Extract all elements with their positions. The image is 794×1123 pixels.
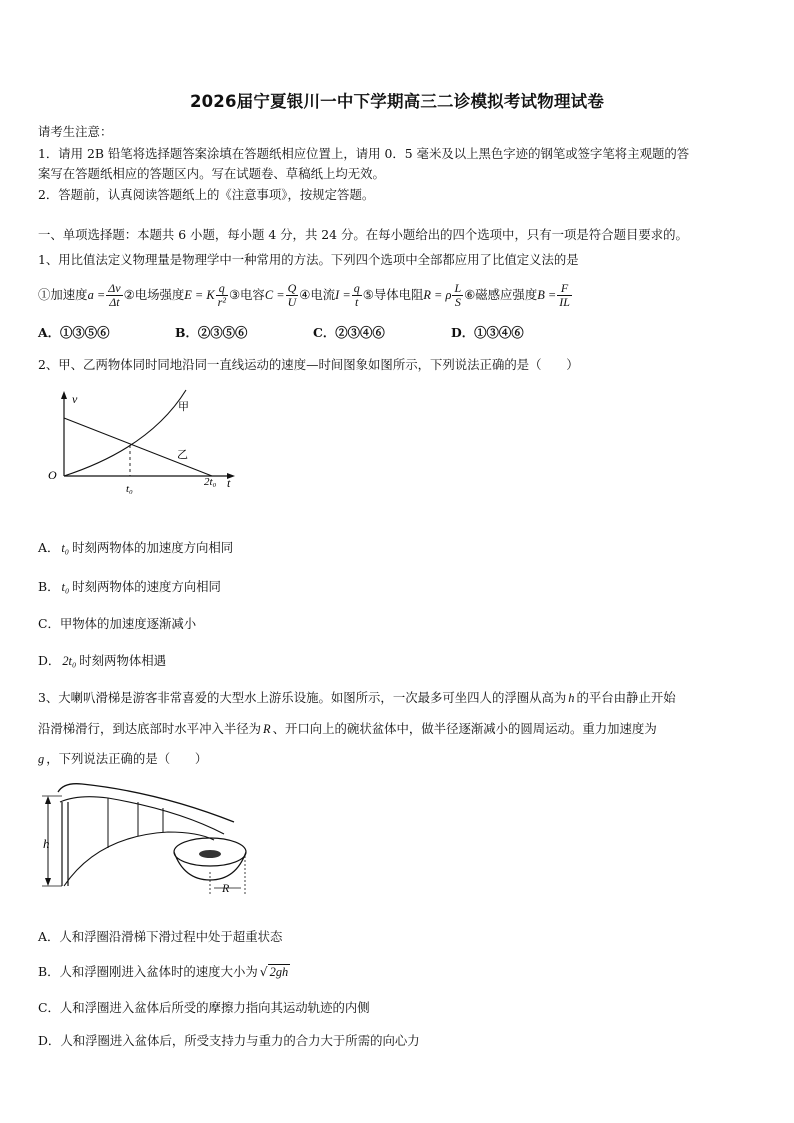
q3-line-1-text-b: 的平台由静止开始 <box>576 690 676 705</box>
notice-item-2: 2．答题前，认真阅读答题纸上的《注意事项》，按规定答题。 <box>38 187 375 202</box>
formula-3-label: ③电容 <box>228 287 265 302</box>
formula-1-numerator: Δv <box>108 281 121 295</box>
question-1-option-c: C．②③④⑥ <box>313 325 385 340</box>
formula-2-lhs: E = K <box>184 288 215 302</box>
question-2-stem: 2、甲、乙两物体同时同地沿同一直线运动的速度—时间图象如图所示，下列说法正确的是（ ） <box>38 357 579 372</box>
option-a-prefix: A． <box>38 540 60 555</box>
sqrt-symbol: √ <box>259 964 268 979</box>
q3-option-b-text: B．人和浮圈刚进入盆体时的速度大小为 <box>38 964 258 979</box>
formula-5-label: ⑤导体电阻 <box>362 287 424 302</box>
option-a-variable: t₀ <box>61 541 70 555</box>
option-b-text: 时刻两物体的速度方向相同 <box>72 579 221 594</box>
notice-heading: 请考生注意： <box>38 124 113 139</box>
formula-5-numerator: L <box>454 281 462 295</box>
formula-4-lhs: I = <box>335 288 351 302</box>
slide-rail <box>60 797 224 834</box>
question-2-option-d <box>38 651 166 669</box>
q3-line-1-text-a: 3、大喇叭滑梯是游客非常喜爱的大型水上游乐设施。如图所示，一次最多可坐四人的浮圈从高为 <box>38 690 567 705</box>
question-3-option-b <box>38 962 290 980</box>
option-d-text: 时刻两物体相遇 <box>79 653 167 668</box>
formula-1-lhs: a = <box>87 288 106 302</box>
question-3-option-d: D．人和浮圈进入盆体后，所受支持力与重力的合力大于所需的向心力 <box>38 1033 420 1048</box>
question-3-option-c: C．人和浮圈进入盆体后所受的摩擦力指向其运动轨迹的内侧 <box>38 1000 370 1015</box>
graph-curve-jia <box>64 390 186 476</box>
formula-6-lhs: B = <box>537 288 557 302</box>
formula-6-numerator: F <box>557 282 572 296</box>
q3-R-symbol: R <box>263 722 271 736</box>
question-1-option-b: B．②③⑤⑥ <box>175 325 248 340</box>
q3-line-2-text-b: 、开口向上的碗状盆体中，做半径逐渐减小的圆周运动。重力加速度为 <box>272 721 657 736</box>
question-1-option-a: A．①③⑤⑥ <box>38 325 110 340</box>
formula-4-label: ④电流 <box>299 287 336 302</box>
bowl-center <box>199 850 221 858</box>
formula-3-denominator: U <box>287 295 297 309</box>
formula-2-fraction <box>216 282 228 309</box>
question-3-line-2 <box>38 719 657 737</box>
water-slide-figure <box>38 776 248 898</box>
q3-line-2-text-a: 沿滑梯滑行，到达底部时水平冲入半径为 <box>38 721 262 736</box>
formula-1-fraction <box>106 282 122 309</box>
formula-1-label: ①加速度 <box>38 287 88 302</box>
option-b-prefix: B． <box>38 579 60 594</box>
graph-yi-label: 乙 <box>177 449 188 461</box>
question-3-line-3 <box>38 749 207 767</box>
formula-4-fraction <box>352 282 362 309</box>
question-1-formulas <box>38 276 573 314</box>
option-d-prefix: D． <box>38 653 61 668</box>
notice-item-1-line-2: 案写在答题纸相应的答题区内。写在试题卷、草稿纸上均无效。 <box>38 166 385 181</box>
question-1-stem: 1、用比值法定义物理量是物理学中一种常用的方法。下列四个选项中全部都应用了比值定义法的是 <box>38 252 579 267</box>
slide-top-edge <box>58 784 234 822</box>
formula-2-denominator: r² <box>217 295 226 309</box>
formula-2-label: ②电场强度 <box>123 287 185 302</box>
formula-3-lhs: C = <box>264 288 285 302</box>
notice-item-1-line-1: 1．请用 2B 铅笔将选择题答案涂填在答题纸相应位置上，请用 0．5 毫米及以上黑色字迹的钢笔或签字笔将主观题的答 <box>38 146 690 161</box>
page-title: 2026届宁夏银川一中下学期高三二诊模拟考试物理试卷 <box>189 92 605 111</box>
option-a-text: 时刻两物体的加速度方向相同 <box>72 540 234 555</box>
graph-2t0-label: 2t₀ <box>204 476 217 488</box>
height-arrow-bottom <box>45 878 51 886</box>
q3-g-symbol: g <box>38 752 45 766</box>
radius-label: R <box>222 881 230 895</box>
velocity-time-graph <box>40 388 250 500</box>
height-arrow-top <box>45 796 51 804</box>
option-b-variable: t₀ <box>61 580 70 594</box>
graph-v-label: v <box>72 392 78 406</box>
graph-v-axis-arrow <box>61 391 67 399</box>
q3-h-symbol: h <box>568 691 575 705</box>
graph-t-label: t <box>227 476 231 490</box>
q3-line-3-text: ，下列说法正确的是（ ） <box>46 751 208 766</box>
question-3-option-a: A．人和浮圈沿滑梯下滑过程中处于超重状态 <box>38 929 283 944</box>
question-3-line-1 <box>38 688 676 706</box>
question-1-option-d: D．①③④⑥ <box>451 325 524 340</box>
graph-jia-label: 甲 <box>178 401 189 413</box>
graph-t0-label: t₀ <box>126 483 133 495</box>
formula-1-denominator: Δt <box>109 295 120 309</box>
graph-origin-label: O <box>48 468 57 482</box>
formula-3-fraction <box>286 282 299 309</box>
height-label: h <box>43 836 50 851</box>
formula-3-numerator: Q <box>287 281 297 295</box>
formula-6-fraction <box>557 282 572 309</box>
formula-4-denominator: t <box>355 295 359 309</box>
q3-option-b-expression: 2gh <box>269 965 289 979</box>
formula-6-denominator: IL <box>559 295 570 309</box>
formula-5-denominator: S <box>454 295 461 309</box>
formula-5-lhs: R = ρ <box>423 288 452 302</box>
formula-6-label: ⑥磁感应强度 <box>464 287 538 302</box>
question-2-option-c: C．甲物体的加速度逐渐减小 <box>38 616 197 631</box>
formula-5-fraction <box>452 282 463 309</box>
graph-line-yi <box>64 418 212 476</box>
section-heading: 一、单项选择题：本题共 6 小题，每小题 4 分，共 24 分。在每小题给出的四个选项中，只有一项是符合题目要求的。 <box>38 227 688 242</box>
option-d-variable: 2t₀ <box>62 654 77 668</box>
formula-4-numerator: q <box>353 281 360 295</box>
question-2-option-b <box>38 577 221 595</box>
formula-2-numerator: q <box>216 282 228 296</box>
question-2-option-a <box>38 538 233 556</box>
